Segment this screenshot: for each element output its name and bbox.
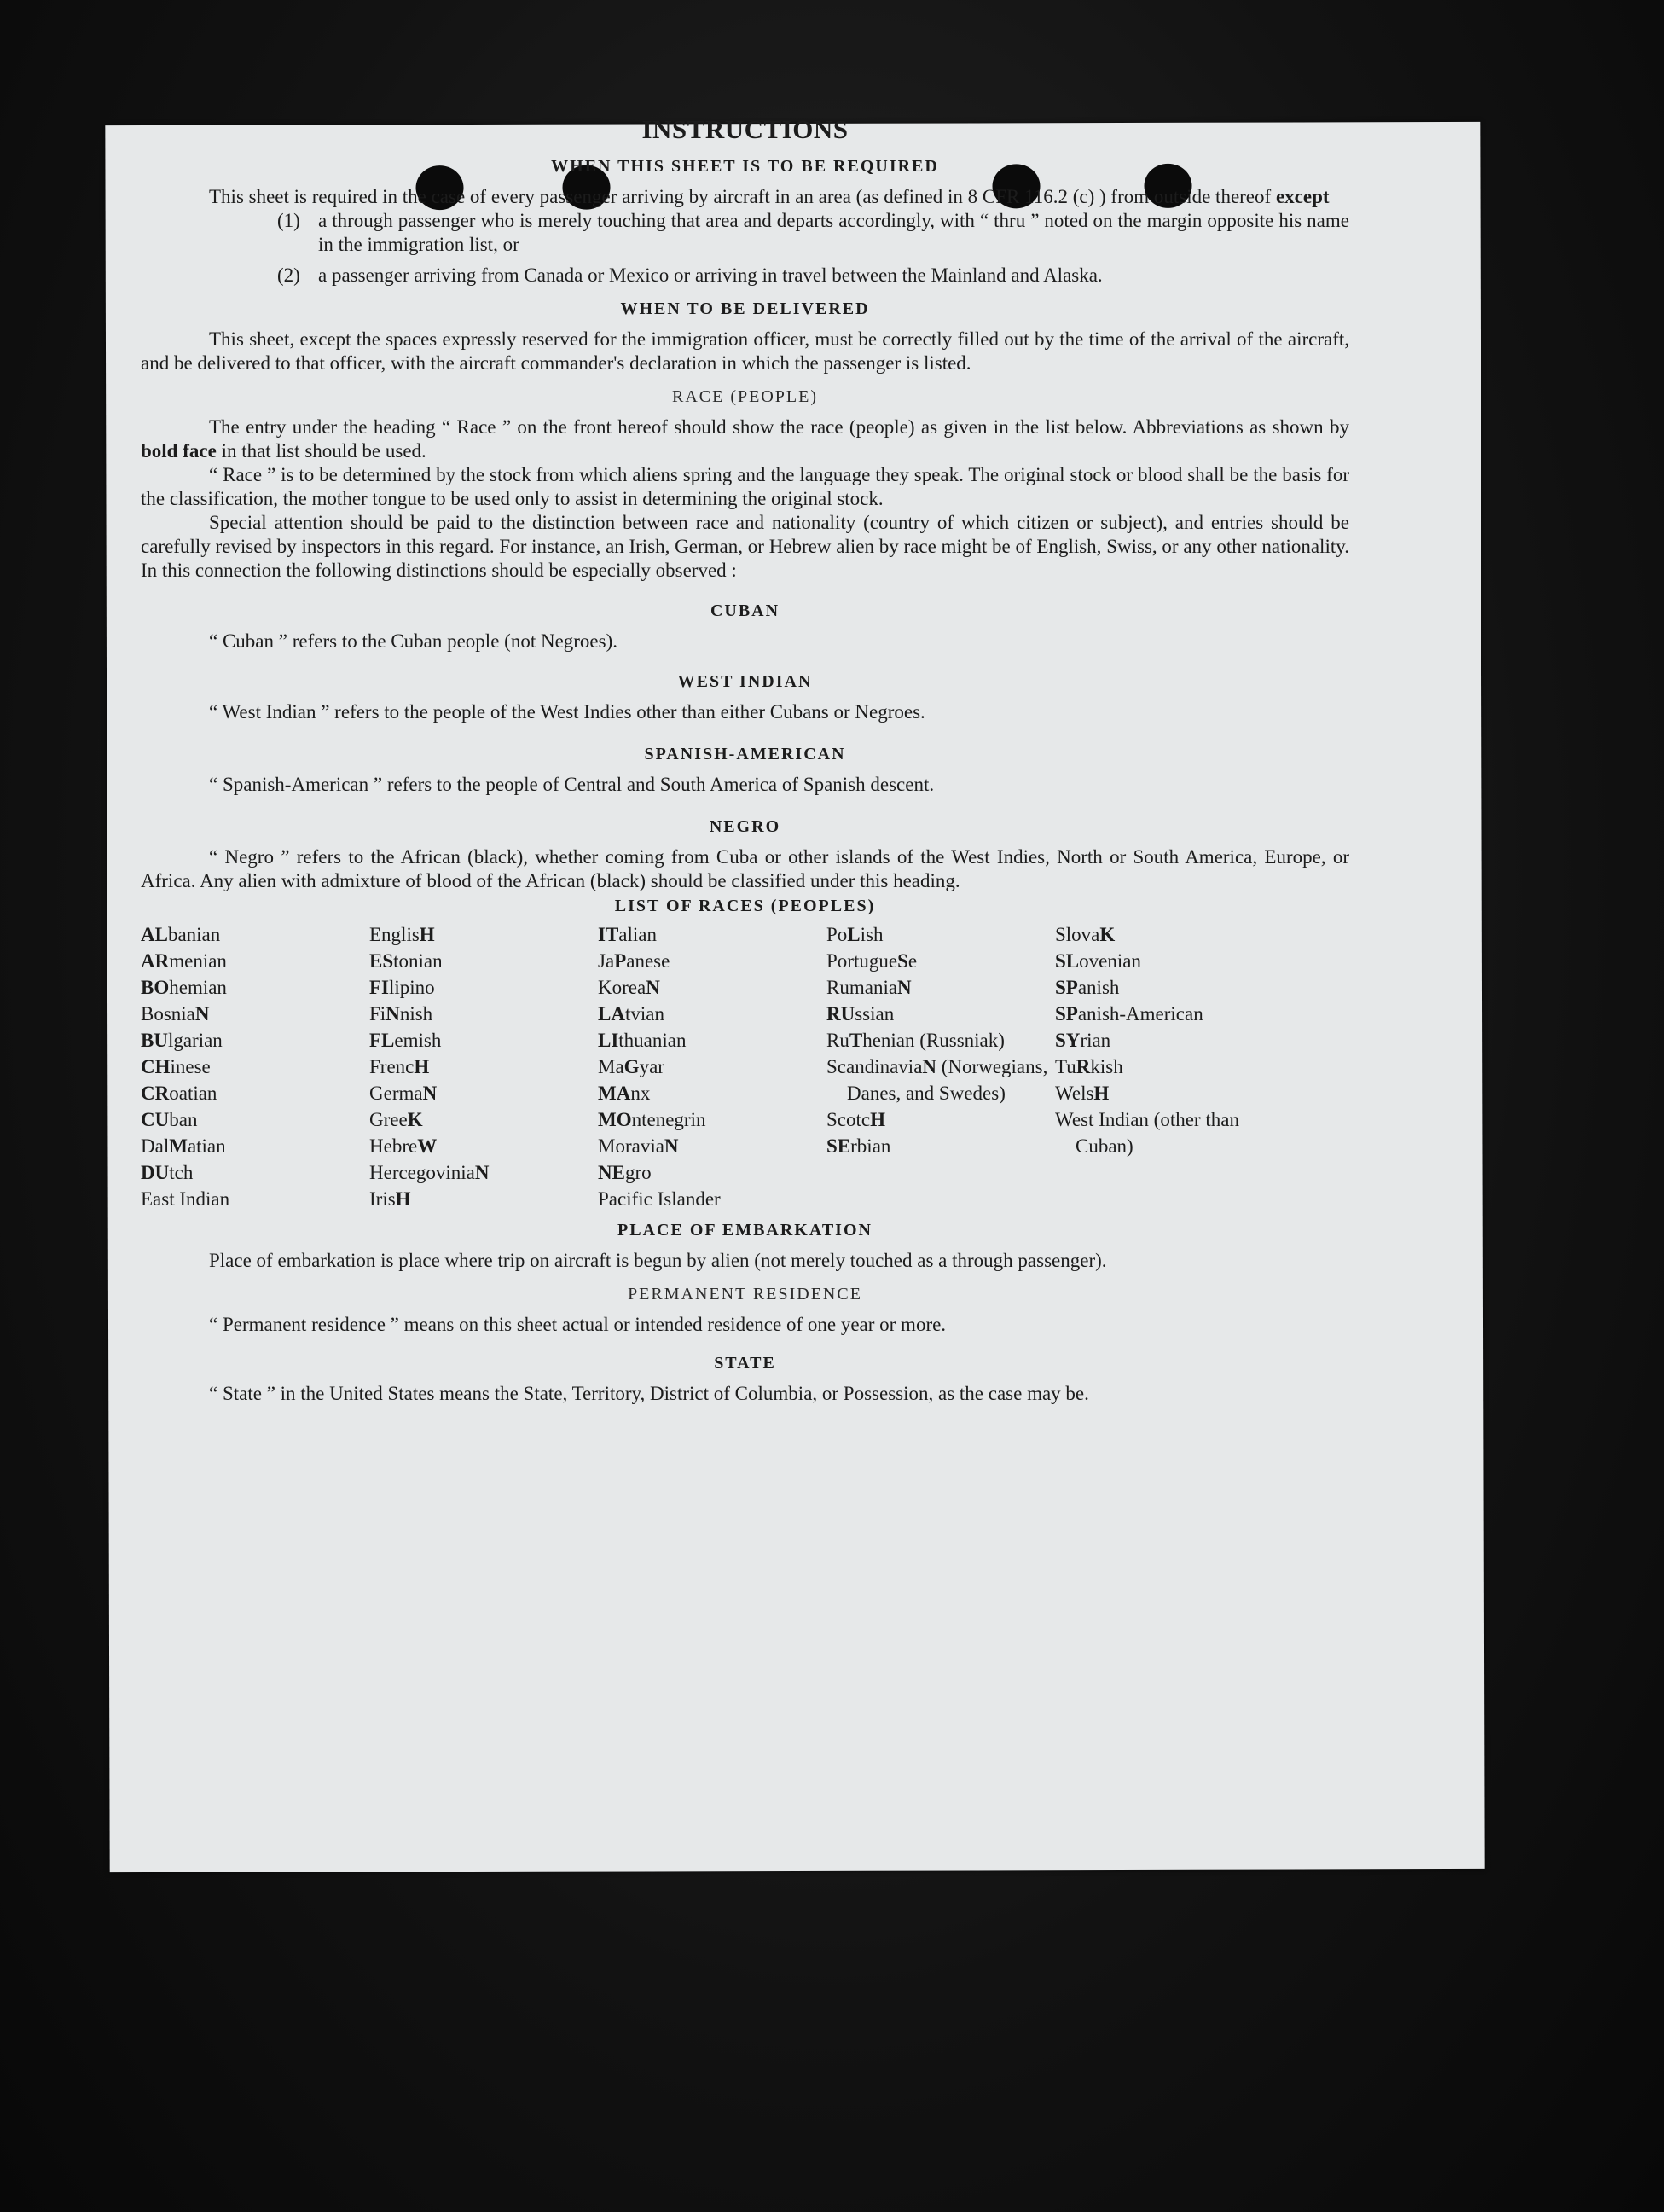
race-entry: West Indian (other than Cuban) bbox=[1055, 1109, 1239, 1157]
race-entry: RumaniaN bbox=[826, 977, 912, 998]
race-paragraph-3: Special attention should be paid to the distinction between race and nationality (country of which citizen or subject), and entries should be carefully revised by inspectors in this regard. For instance, an Irish, German, or Hebrew alien by race might be of English, Swiss, or any other nationality. In this connection the following distinctions should be especially observed : bbox=[141, 512, 1349, 581]
race-entry: BOhemian bbox=[141, 977, 227, 998]
race-entry: FIlipino bbox=[369, 977, 435, 998]
race-entry: SPanish-American bbox=[1055, 1003, 1203, 1025]
race-entry: KoreaN bbox=[598, 977, 660, 998]
race-entry: NEgro bbox=[598, 1162, 652, 1183]
heading-west-indian: WEST INDIAN bbox=[677, 672, 813, 691]
negro-text: “ Negro ” refers to the African (black), whether coming from Cuba or other islands of the West Indies, North or South America, Europe, or Africa. Any alien with admixture of blood of the African (black) should be classified under this heading. bbox=[141, 846, 1349, 891]
when-delivered-text: This sheet, except the spaces expressly reserved for the immigration officer, must be correctly filled out by the time of the arrival of the aircraft, and be delivered to that officer, with the aircraft commander's declaration in which the passenger is listed. bbox=[141, 328, 1349, 374]
race-entry: SYrian bbox=[1055, 1030, 1111, 1051]
race-entry: EStonian bbox=[369, 950, 443, 972]
race-entry: BosniaN bbox=[141, 1003, 210, 1025]
race-paragraph-1: The entry under the heading “ Race ” on the front hereof should show the race (people) as given in the list below. Abbreviations as shown by bold face in that list should be used. bbox=[141, 416, 1349, 462]
heading-state: STATE bbox=[714, 1354, 776, 1373]
heading-when-required: WHEN THIS SHEET IS TO BE REQUIRED bbox=[551, 157, 939, 176]
races-column bbox=[369, 921, 598, 1212]
races-list bbox=[141, 921, 1349, 1212]
race-entry: PortugueSe bbox=[826, 950, 918, 972]
race-entry: IrisH bbox=[369, 1188, 411, 1210]
race-entry: MoraviaN bbox=[598, 1135, 679, 1157]
race-entry: RuThenian (Russniak) bbox=[826, 1030, 1005, 1051]
embarkation-text: Place of embarkation is place where trip on aircraft is begun by alien (not merely touched as a through passenger). bbox=[209, 1250, 1107, 1271]
race-entry: WelsH bbox=[1055, 1083, 1110, 1104]
race-entry: FrencH bbox=[369, 1056, 430, 1077]
race-entry: GreeK bbox=[369, 1109, 423, 1130]
race-entry: SErbian bbox=[826, 1135, 891, 1157]
race-entry: DalMatian bbox=[141, 1135, 226, 1157]
race-entry: HebreW bbox=[369, 1135, 438, 1157]
when-required-intro: This sheet is required in the case of every passenger arriving by aircraft in an area (as defined in 8 CFR 116.2 (c) ) from outside thereof except bbox=[209, 186, 1330, 207]
race-entry: ALbanian bbox=[141, 924, 221, 945]
race-entry: TuRkish bbox=[1055, 1056, 1123, 1077]
race-entry: GermaN bbox=[369, 1083, 438, 1104]
race-entry: ScandinaviaN (Norwegians, Danes, and Swedes) bbox=[826, 1056, 1048, 1104]
exception-item-1: (1) a through passenger who is merely touching that area and departs accordingly, with “ thru ” noted on the margin opposite his name in the immigration list, or bbox=[277, 210, 1349, 255]
heading-cuban: CUBAN bbox=[710, 601, 780, 620]
heading-when-delivered: WHEN TO BE DELIVERED bbox=[620, 299, 870, 318]
race-entry: CUban bbox=[141, 1109, 198, 1130]
heading-spanish-american: SPANISH-AMERICAN bbox=[644, 745, 846, 763]
heading-embarkation: PLACE OF EMBARKATION bbox=[617, 1221, 873, 1240]
race-entry: HercegoviniaN bbox=[369, 1162, 490, 1183]
race-entry: SLovenian bbox=[1055, 950, 1141, 972]
race-entry: LAtvian bbox=[598, 1003, 664, 1025]
cuban-text: “ Cuban ” refers to the Cuban people (not Negroes). bbox=[209, 630, 618, 652]
race-entry: East Indian bbox=[141, 1188, 230, 1210]
race-entry: LIthuanian bbox=[598, 1030, 687, 1051]
race-entry: MAnx bbox=[598, 1083, 651, 1104]
race-entry: FiNnish bbox=[369, 1003, 433, 1025]
spanish-american-text: “ Spanish-American ” refers to the people of Central and South America of Spanish descent. bbox=[209, 774, 935, 795]
races-column bbox=[598, 921, 826, 1212]
race-entry: ARmenian bbox=[141, 950, 227, 972]
race-entry: MaGyar bbox=[598, 1056, 664, 1077]
race-entry: SPanish bbox=[1055, 977, 1120, 998]
permanent-residence-text: “ Permanent residence ” means on this sheet actual or intended residence of one year or more. bbox=[209, 1314, 947, 1335]
race-entry: CRoatian bbox=[141, 1083, 217, 1104]
page-title: INSTRUCTIONS bbox=[641, 114, 849, 144]
race-entry: SlovaK bbox=[1055, 924, 1116, 945]
document-content bbox=[141, 114, 1349, 1406]
race-entry: EnglisH bbox=[369, 924, 435, 945]
race-paragraph-2: “ Race ” is to be determined by the stock from which aliens spring and the language they speak. The original stock or blood shall be the basis for the classification, the mother tongue to be used only to assist in determining the original stock. bbox=[141, 464, 1349, 509]
state-text: “ State ” in the United States means the State, Territory, District of Columbia, or Possession, as the case may be. bbox=[209, 1383, 1089, 1404]
heading-list-of-races: LIST OF RACES (PEOPLES) bbox=[614, 897, 876, 915]
race-entry: BUlgarian bbox=[141, 1030, 223, 1051]
heading-race: RACE (PEOPLE) bbox=[672, 387, 818, 406]
race-entry: ScotcH bbox=[826, 1109, 885, 1130]
race-entry: ITalian bbox=[598, 924, 657, 945]
race-entry: CHinese bbox=[141, 1056, 211, 1077]
race-entry: JaPanese bbox=[598, 950, 670, 972]
race-entry: Pacific Islander bbox=[598, 1188, 721, 1210]
races-column bbox=[826, 921, 1055, 1212]
exception-item-2: (2) a passenger arriving from Canada or Mexico or arriving in travel between the Mainland and Alaska. bbox=[277, 264, 1103, 286]
race-entry: RUssian bbox=[826, 1003, 895, 1025]
races-column bbox=[141, 921, 369, 1212]
race-entry: FLemish bbox=[369, 1030, 442, 1051]
heading-permanent-residence: PERMANENT RESIDENCE bbox=[628, 1285, 862, 1303]
race-entry: DUtch bbox=[141, 1162, 194, 1183]
west-indian-text: “ West Indian ” refers to the people of the West Indies other than either Cubans or Negroes. bbox=[209, 701, 925, 723]
race-entry: MOntenegrin bbox=[598, 1109, 706, 1130]
race-entry: PoLish bbox=[826, 924, 884, 945]
heading-negro: NEGRO bbox=[709, 817, 781, 836]
races-column bbox=[1055, 921, 1277, 1212]
